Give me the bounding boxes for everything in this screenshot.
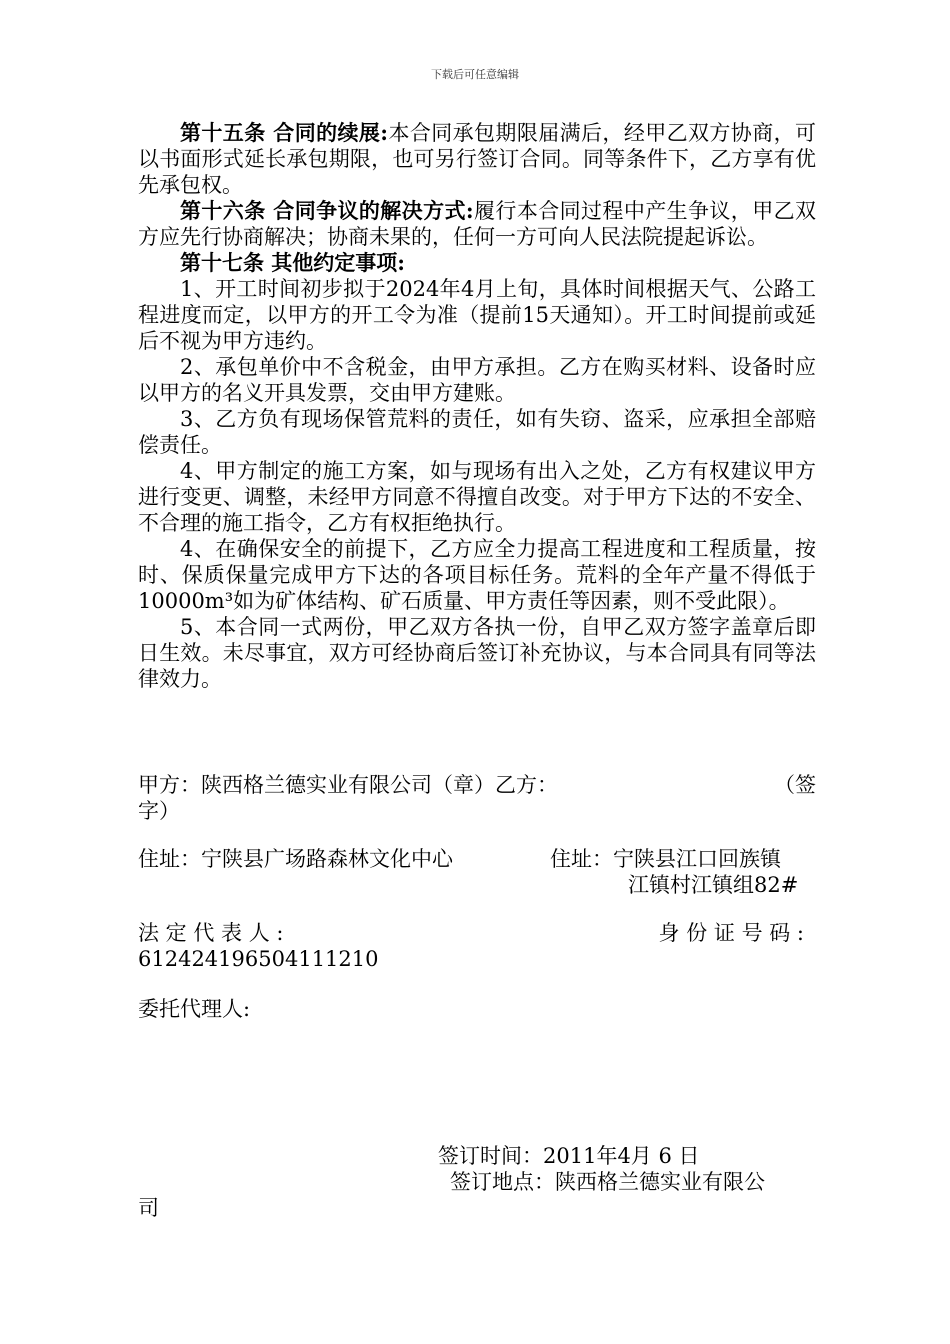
agent-label: 委托代理人: (138, 997, 251, 1021)
article-text: 本合同承包期限届满后，经甲乙双方协商，可以书面形式延长承包期限，也可另行签订合同。同等条件下，乙方享有优先承包权。 (138, 121, 817, 197)
article-16 (138, 198, 816, 250)
id-number-label: 身 份 证 号 码 : (658, 921, 804, 945)
sign-place: 签订地点：陕西格兰德实业有限公 (450, 1170, 765, 1194)
address-line (138, 846, 816, 897)
id-number-value: 612424196504111210 (138, 947, 379, 971)
article-17 (138, 250, 816, 276)
legal-representative-label: 法 定 代 表 人 : (138, 921, 284, 945)
article-title: 第十六条 合同争议的解决方式: (180, 198, 474, 223)
party-a-address: 住址：宁陕县广场路森林文化中心 (138, 847, 453, 871)
party-b-sign-label: （签 (774, 773, 816, 797)
list-item: 3、乙方负有现场保管荒料的责任，如有失窃、盗采，应承担全部赔偿责任。 (138, 407, 816, 457)
article-title: 第十七条 其他约定事项: (180, 250, 406, 275)
article-title: 第十五条 合同的续展: (180, 120, 389, 145)
list-item: 4、甲方制定的施工方案，如与现场有出入之处，乙方有权建议甲方进行变更、调整，未经甲方同意不得擅自改变。对于甲方下达的不安全、不合理的施工指令，乙方有权拒绝执行。 (138, 459, 816, 535)
sign-date: 签订时间：2011年4月 6 日 (438, 1144, 700, 1168)
contract-body (138, 120, 816, 692)
article-15 (138, 120, 816, 198)
list-item: 1、开工时间初步拟于2024年4月上旬，具体时间根据天气、公路工程进度而定，以甲方的开工令为准（提前15天通知）。开工时间提前或延后不视为甲方违约。 (138, 277, 816, 353)
article-text: 履行本合同过程中产生争议，甲乙双方应先行协商解决；协商未果的，任何一方可向人民法院提起诉讼。 (138, 199, 817, 249)
party-line (138, 772, 816, 824)
list-item: 4、在确保安全的前提下，乙方应全力提高工程进度和工程质量，按时、保质保量完成甲方下达的各项目标任务。荒料的全年产量不得低于10000m³如为矿体结构、矿石质量、甲方责任等因素，则不受此限）。 (138, 537, 816, 613)
sign-place-cont: 司 (138, 1196, 159, 1220)
page-header: 下载后可任意编辑 (431, 68, 519, 81)
list-item: 2、承包单价中不含税金，由甲方承担。乙方在购买材料、设备时应以甲方的名义开具发票，交由甲方建账。 (138, 355, 816, 405)
list-item: 5、本合同一式两份，甲乙双方各执一份，自甲乙双方签字盖章后即日生效。未尽事宜，双方可经协商后签订补充协议，与本合同具有同等法律效力。 (138, 615, 816, 691)
representative-line (138, 920, 816, 972)
party-b-address: 住址：宁陕县江口回族镇 (550, 847, 781, 871)
party-a-label: 甲方：陕西格兰德实业有限公司（章）乙方： (138, 773, 558, 797)
party-b-sign-label-cont: 字） (138, 799, 180, 823)
party-b-address-cont: 江镇村江镇组82# (628, 873, 799, 897)
